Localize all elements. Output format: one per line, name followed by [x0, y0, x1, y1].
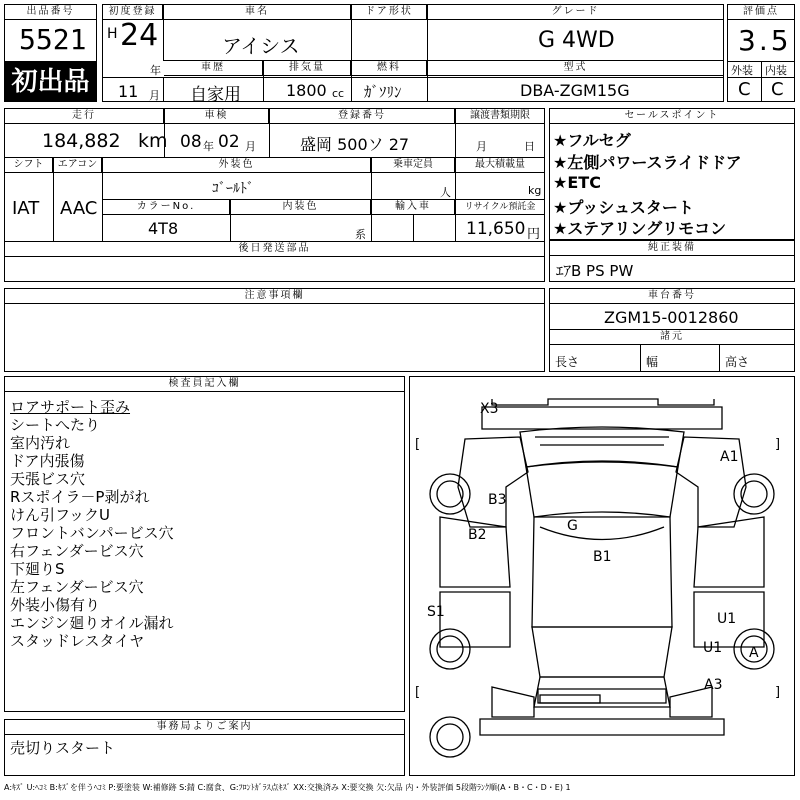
lot-number: 5521	[19, 23, 87, 56]
inspector-item: ロアサポート歪み	[10, 398, 131, 416]
inspector-item: シートへたり	[10, 416, 101, 434]
mark-b1: B1	[593, 549, 612, 565]
inspector-item: 天張ビス穴	[10, 470, 86, 488]
inspect-month: 02	[218, 132, 240, 152]
int-color-label: 内装色	[231, 200, 371, 215]
history-label: 車歴	[164, 61, 263, 76]
mark-a3: A3	[704, 677, 723, 693]
disp-label: 排気量	[264, 61, 351, 76]
color-no-label: カラーNo.	[103, 200, 230, 215]
int-label: 内装	[765, 64, 787, 77]
bracket-left-1: [	[415, 437, 421, 452]
inspect-month-unit: 月	[245, 140, 256, 153]
sales-label: セールスポイント	[550, 109, 794, 124]
color-value: ｺﾞｰﾙﾄﾞ	[212, 181, 254, 197]
inspector-item: 下廻りS	[10, 560, 65, 578]
car-name: アイシス	[222, 34, 300, 58]
length-label: 長さ	[555, 355, 580, 369]
legend-text: A:ｷｽﾞ U:ﾍｺﾐ B:ｷｽﾞを伴うﾍｺﾐ P:要塗装 W:補修跡 S:錆 C:腐食、G:ﾌﾛﾝﾄｶﾞﾗｽ点ｷｽﾞ XX:交換済み X:要交換 欠:欠品 内・外装評価 5段階ﾗﾝｸ順(A・B・C・D・E) 1	[4, 783, 571, 792]
disp-unit: cc	[332, 87, 345, 100]
grade-value: G 4WD	[538, 28, 615, 53]
inspector-label: 検査員記入欄	[5, 377, 404, 392]
mark-b3: B3	[488, 492, 507, 508]
dims-label: 諸元	[550, 330, 794, 345]
plate-value: 盛岡 500ソ 27	[300, 135, 410, 154]
inspect-label: 車検	[165, 109, 269, 124]
sales-item-4: ★プッシュスタート	[553, 198, 694, 217]
fuel-label: 燃料	[352, 61, 427, 76]
model-value: DBA-ZGM15G	[520, 81, 630, 100]
inspector-item: 外装小傷有り	[10, 596, 101, 614]
model-label: 型式	[428, 61, 723, 76]
inspector-item: 右フェンダービス穴	[10, 542, 144, 560]
cap-label: 乗車定員	[372, 158, 455, 173]
inspector-item: 室内汚れ	[10, 434, 71, 452]
doc-day: 日	[524, 140, 535, 153]
mark-g: G	[567, 518, 578, 534]
inspect-year-unit: 年	[203, 140, 214, 153]
inspector-item: 左フェンダービス穴	[10, 578, 144, 596]
mark-x3: X3	[480, 401, 499, 417]
car-diagram	[410, 377, 794, 775]
lot-box	[4, 4, 97, 62]
bracket-right-1: ]	[775, 437, 781, 452]
bracket-right-2: ]	[775, 685, 781, 700]
inspector-item: エンジン廻りオイル漏れ	[10, 614, 174, 632]
recycle-label: リサイクル預託金	[456, 200, 544, 215]
doc-label: 譲渡書類期限	[456, 109, 544, 124]
recycle-value: 11,650	[466, 219, 526, 239]
chassis-label: 車台番号	[550, 289, 794, 304]
int-grade: C	[771, 79, 784, 100]
mark-b2: B2	[468, 527, 487, 543]
ac-label: エアコン	[54, 158, 102, 173]
mark-a: A	[749, 645, 759, 661]
score-value: 3.5	[738, 24, 792, 57]
mileage-unit: km	[138, 130, 168, 152]
inspect-year: 08	[180, 132, 202, 152]
mileage-value: 184,882	[42, 130, 121, 152]
reg-month: 11	[118, 82, 139, 101]
sales-item-5: ★ステアリングリモコン	[553, 219, 727, 238]
fuel-value: ｶﾞｿﾘﾝ	[364, 83, 402, 101]
mark-a1: A1	[720, 449, 739, 465]
mark-u1-lower: U1	[703, 640, 723, 656]
score-label: 評価点	[728, 5, 794, 20]
mileage-label: 走行	[5, 109, 164, 124]
doc-month: 月	[476, 140, 487, 153]
color-label: 外装色	[103, 158, 371, 173]
shift-label: シフト	[5, 158, 53, 173]
shift-value: IAT	[12, 198, 40, 219]
history-value: 自家用	[190, 85, 241, 105]
ac-value: AAC	[60, 198, 98, 219]
later-parts-label: 後日発送部品	[5, 242, 544, 257]
inspector-item: Rスポイラ－P剥がれ	[10, 488, 150, 506]
equip-label: 純正装備	[550, 241, 794, 256]
load-unit: kg	[528, 184, 542, 197]
reg-month-unit: 月	[149, 89, 160, 102]
grade-label: グレード	[428, 5, 723, 20]
reg-label: 初度登録	[103, 5, 163, 20]
disp-value: 1800	[286, 81, 327, 100]
load-label: 最大積載量	[456, 158, 544, 173]
lot-label: 出品番号	[5, 5, 96, 20]
color-no-value: 4T8	[148, 219, 179, 238]
notes-label: 注意事項欄	[5, 289, 544, 304]
car-diagram-box	[409, 376, 795, 776]
int-color-unit: 系	[355, 228, 366, 241]
recycle-unit: 円	[527, 227, 541, 242]
inspector-item: ドア内張傷	[10, 452, 85, 470]
width-label: 幅	[646, 355, 659, 369]
mark-u1-upper: U1	[717, 611, 737, 627]
ext-grade: C	[738, 79, 751, 100]
import-label: 輸入車	[372, 200, 455, 215]
sales-item-1: ★フルセグ	[553, 131, 631, 150]
inspector-item: フロントバンパービス穴	[10, 524, 174, 542]
plate-label: 登録番号	[270, 109, 455, 124]
inspector-item: けん引フックU	[10, 506, 110, 524]
inspector-item: スタッドレスタイヤ	[10, 632, 145, 650]
bracket-left-2: [	[415, 685, 421, 700]
equip-value: ｴｱB PS PW	[556, 262, 634, 280]
height-label: 高さ	[725, 355, 750, 369]
name-label: 車名	[164, 5, 351, 20]
mark-s1: S1	[427, 604, 445, 620]
chassis-value: ZGM15-0012860	[604, 308, 739, 327]
sales-item-2: ★左側パワースライドドア	[553, 153, 742, 172]
office-text: 売切りスタート	[10, 739, 116, 757]
cap-unit: 人	[440, 186, 451, 199]
reg-year-unit: 年	[150, 64, 161, 77]
reg-year: 24	[120, 18, 159, 53]
ext-label: 外装	[731, 64, 753, 77]
reg-era: H	[107, 26, 118, 42]
door-label: ドア形状	[352, 5, 427, 20]
first-listing-badge: 初出品	[4, 62, 97, 102]
sales-item-3: ★ETC	[553, 173, 601, 192]
office-label: 事務局よりご案内	[5, 720, 404, 735]
